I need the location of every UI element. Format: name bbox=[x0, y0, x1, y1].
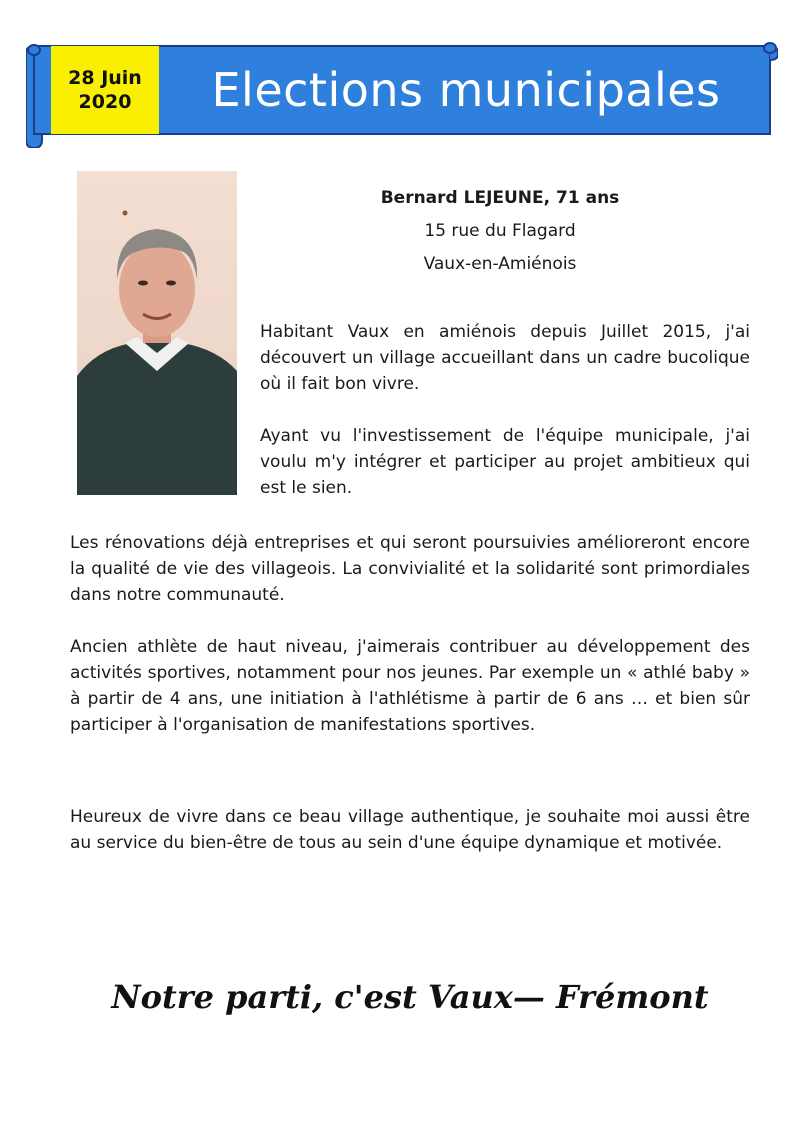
candidate-address-street: 15 rue du Flagard bbox=[424, 221, 576, 241]
candidate-info bbox=[300, 182, 700, 281]
candidate-name: Bernard LEJEUNE, 71 ans bbox=[380, 188, 620, 208]
paragraph-closing: Heureux de vivre dans ce beau village authentique, je souhaite moi aussi être au service du bien-être de tous au sein d'une équipe dynamique et motivée. bbox=[70, 807, 750, 853]
candidate-address-town: Vaux-en-Amiénois bbox=[423, 254, 577, 274]
paragraph-motivation: Ayant vu l'investissement de l'équipe municipale, j'ai voulu m'y intégrer et participer au projet ambitieux qui est le sien. bbox=[260, 426, 750, 498]
paragraph-renovations: Les rénovations déjà entreprises et qui seront poursuivies amélioreront encore la qualité de vie des villageois. La convivialité et la solidarité sont primordiales dans notre communauté. bbox=[70, 533, 750, 605]
paragraph-sports: Ancien athlète de haut niveau, j'aimerais contribuer au développement des activités sportives, notamment pour nos jeunes. Par exemple un « athlé baby » à partir de 4 ans, une initiation à l'athlétisme à partir de 6 ans … et bien sûr participer à l'organisation de manifestations sportives. bbox=[70, 637, 750, 735]
date-day-month: 28 Juin bbox=[68, 67, 142, 89]
candidate-photo bbox=[77, 171, 237, 495]
election-date-box bbox=[51, 46, 159, 134]
date-year: 2020 bbox=[78, 91, 132, 113]
page-title: Elections municipales bbox=[211, 63, 721, 117]
paragraph-intro: Habitant Vaux en amiénois depuis Juillet 2015, j'ai découvert un village accueillant dans un cadre bucolique où il fait bon vivre. bbox=[260, 322, 750, 394]
slogan: Notre parti, c'est Vaux— Frémont bbox=[111, 978, 709, 1016]
header-banner bbox=[26, 40, 778, 148]
